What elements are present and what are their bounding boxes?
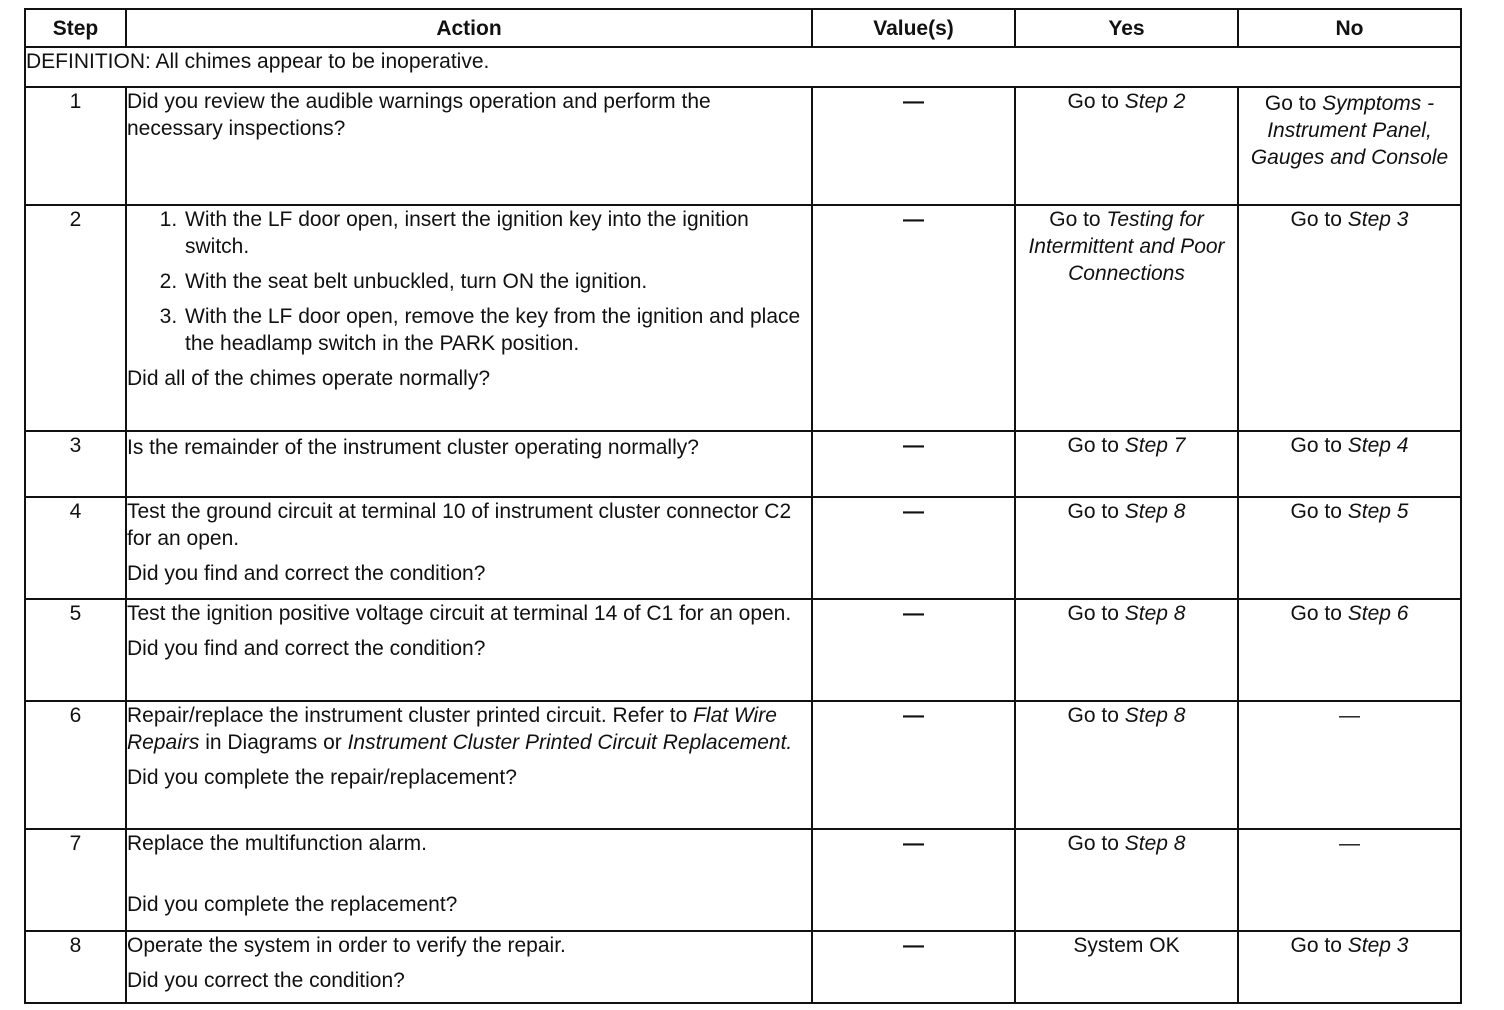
yes-cell: Go to Step 8 bbox=[1015, 701, 1238, 829]
no-target: Step 3 bbox=[1347, 934, 1409, 957]
yes-target: Step 8 bbox=[1124, 832, 1186, 855]
value-cell: — bbox=[812, 599, 1015, 701]
no-cell: Go to Step 4 bbox=[1238, 431, 1461, 497]
table-header-row bbox=[25, 9, 1461, 47]
substep-item: 2. With the seat belt unbuckled, turn ON the ignition. bbox=[183, 268, 811, 295]
substep-list bbox=[127, 206, 811, 357]
definition-text: DEFINITION: All chimes appear to be inoperative. bbox=[25, 47, 1461, 87]
yes-cell: Go to Step 7 bbox=[1015, 431, 1238, 497]
diagnostic-table bbox=[24, 8, 1462, 1004]
table-row bbox=[25, 497, 1461, 599]
action-text bbox=[126, 431, 812, 497]
action-question: Did you review the audible warnings operation and perform the necessary inspections? bbox=[127, 90, 711, 140]
action-instruction: Test the ground circuit at terminal 10 of instrument cluster connector C2 for an open. bbox=[127, 500, 792, 550]
value-cell: — bbox=[812, 205, 1015, 431]
step-number: 7 bbox=[25, 829, 126, 931]
header-values: Value(s) bbox=[812, 9, 1015, 47]
action-instruction: Test the ignition positive voltage circuit at terminal 14 of C1 for an open. bbox=[127, 602, 792, 625]
value-cell: — bbox=[812, 497, 1015, 599]
action-instruction: Repair/replace the instrument cluster printed circuit. Refer to Flat Wire Repairs in Diagrams or Instrument Cluster Printed Circuit Replacement. bbox=[127, 704, 793, 754]
substep-item: 1. With the LF door open, insert the ignition key into the ignition switch. bbox=[183, 206, 811, 260]
action-question: Is the remainder of the instrument cluster operating normally? bbox=[127, 436, 699, 459]
action-text bbox=[126, 497, 812, 599]
step-number: 1 bbox=[25, 87, 126, 205]
action-text bbox=[126, 829, 812, 931]
no-cell: Go to Step 5 bbox=[1238, 497, 1461, 599]
header-action: Action bbox=[126, 9, 812, 47]
no-target: Step 6 bbox=[1347, 602, 1409, 625]
no-target: Step 4 bbox=[1347, 434, 1409, 457]
value-cell: — bbox=[812, 931, 1015, 1003]
action-question: Did you correct the condition? bbox=[127, 969, 405, 992]
substep-item: 3. With the LF door open, remove the key from the ignition and place the headlamp switch in the PARK position. bbox=[183, 303, 811, 357]
table-row bbox=[25, 931, 1461, 1003]
reference-flat-wire: Flat Wire Repairs bbox=[127, 704, 777, 754]
diagnostic-table-page bbox=[24, 8, 1460, 1004]
step-number: 8 bbox=[25, 931, 126, 1003]
value-cell: — bbox=[812, 829, 1015, 931]
no-cell: Go to Symptoms - Instrument Panel, Gauges and Console bbox=[1238, 87, 1461, 205]
reference-cluster-replacement: Instrument Cluster Printed Circuit Replacement. bbox=[347, 731, 793, 754]
yes-cell: Go to Step 8 bbox=[1015, 599, 1238, 701]
yes-target: Step 8 bbox=[1124, 704, 1186, 727]
yes-cell: Go to Testing for Intermittent and Poor Connections bbox=[1015, 205, 1238, 431]
no-target: Step 5 bbox=[1347, 500, 1409, 523]
step-number: 3 bbox=[25, 431, 126, 497]
action-question: Did all of the chimes operate normally? bbox=[127, 367, 491, 390]
action-text bbox=[126, 205, 812, 431]
no-cell: Go to Step 3 bbox=[1238, 931, 1461, 1003]
definition-row bbox=[25, 47, 1461, 87]
table-row bbox=[25, 599, 1461, 701]
step-number: 5 bbox=[25, 599, 126, 701]
action-text bbox=[126, 599, 812, 701]
no-target: Step 3 bbox=[1347, 208, 1409, 231]
step-number: 6 bbox=[25, 701, 126, 829]
table-row bbox=[25, 205, 1461, 431]
table-row bbox=[25, 829, 1461, 931]
yes-cell: Go to Step 8 bbox=[1015, 829, 1238, 931]
header-no: No bbox=[1238, 9, 1461, 47]
action-question: Did you complete the replacement? bbox=[127, 893, 458, 916]
action-question: Did you find and correct the condition? bbox=[127, 637, 486, 660]
yes-cell: System OK bbox=[1015, 931, 1238, 1003]
yes-target: Step 2 bbox=[1124, 90, 1186, 113]
action-text bbox=[126, 701, 812, 829]
no-cell: Go to Step 6 bbox=[1238, 599, 1461, 701]
value-cell: — bbox=[812, 431, 1015, 497]
yes-target: Step 8 bbox=[1124, 602, 1186, 625]
step-number: 2 bbox=[25, 205, 126, 431]
yes-cell: Go to Step 2 bbox=[1015, 87, 1238, 205]
no-cell: Go to Step 3 bbox=[1238, 205, 1461, 431]
value-cell: — bbox=[812, 701, 1015, 829]
action-question: Did you find and correct the condition? bbox=[127, 562, 486, 585]
value-cell: — bbox=[812, 87, 1015, 205]
action-text bbox=[126, 931, 812, 1003]
no-target: Symptoms - Instrument Panel, Gauges and Console bbox=[1250, 92, 1449, 169]
action-instruction: Replace the multifunction alarm. bbox=[127, 832, 427, 855]
table-row bbox=[25, 701, 1461, 829]
no-cell: — bbox=[1238, 701, 1461, 829]
yes-target: Testing for Intermittent and Poor Connections bbox=[1028, 208, 1225, 285]
header-step: Step bbox=[25, 9, 126, 47]
yes-cell: Go to Step 8 bbox=[1015, 497, 1238, 599]
table-row bbox=[25, 431, 1461, 497]
no-cell: — bbox=[1238, 829, 1461, 931]
yes-target: Step 7 bbox=[1124, 434, 1186, 457]
action-question: Did you complete the repair/replacement? bbox=[127, 766, 517, 789]
step-number: 4 bbox=[25, 497, 126, 599]
header-yes: Yes bbox=[1015, 9, 1238, 47]
table-row bbox=[25, 87, 1461, 205]
action-text bbox=[126, 87, 812, 205]
yes-target: Step 8 bbox=[1124, 500, 1186, 523]
action-instruction: Operate the system in order to verify the repair. bbox=[127, 934, 566, 957]
